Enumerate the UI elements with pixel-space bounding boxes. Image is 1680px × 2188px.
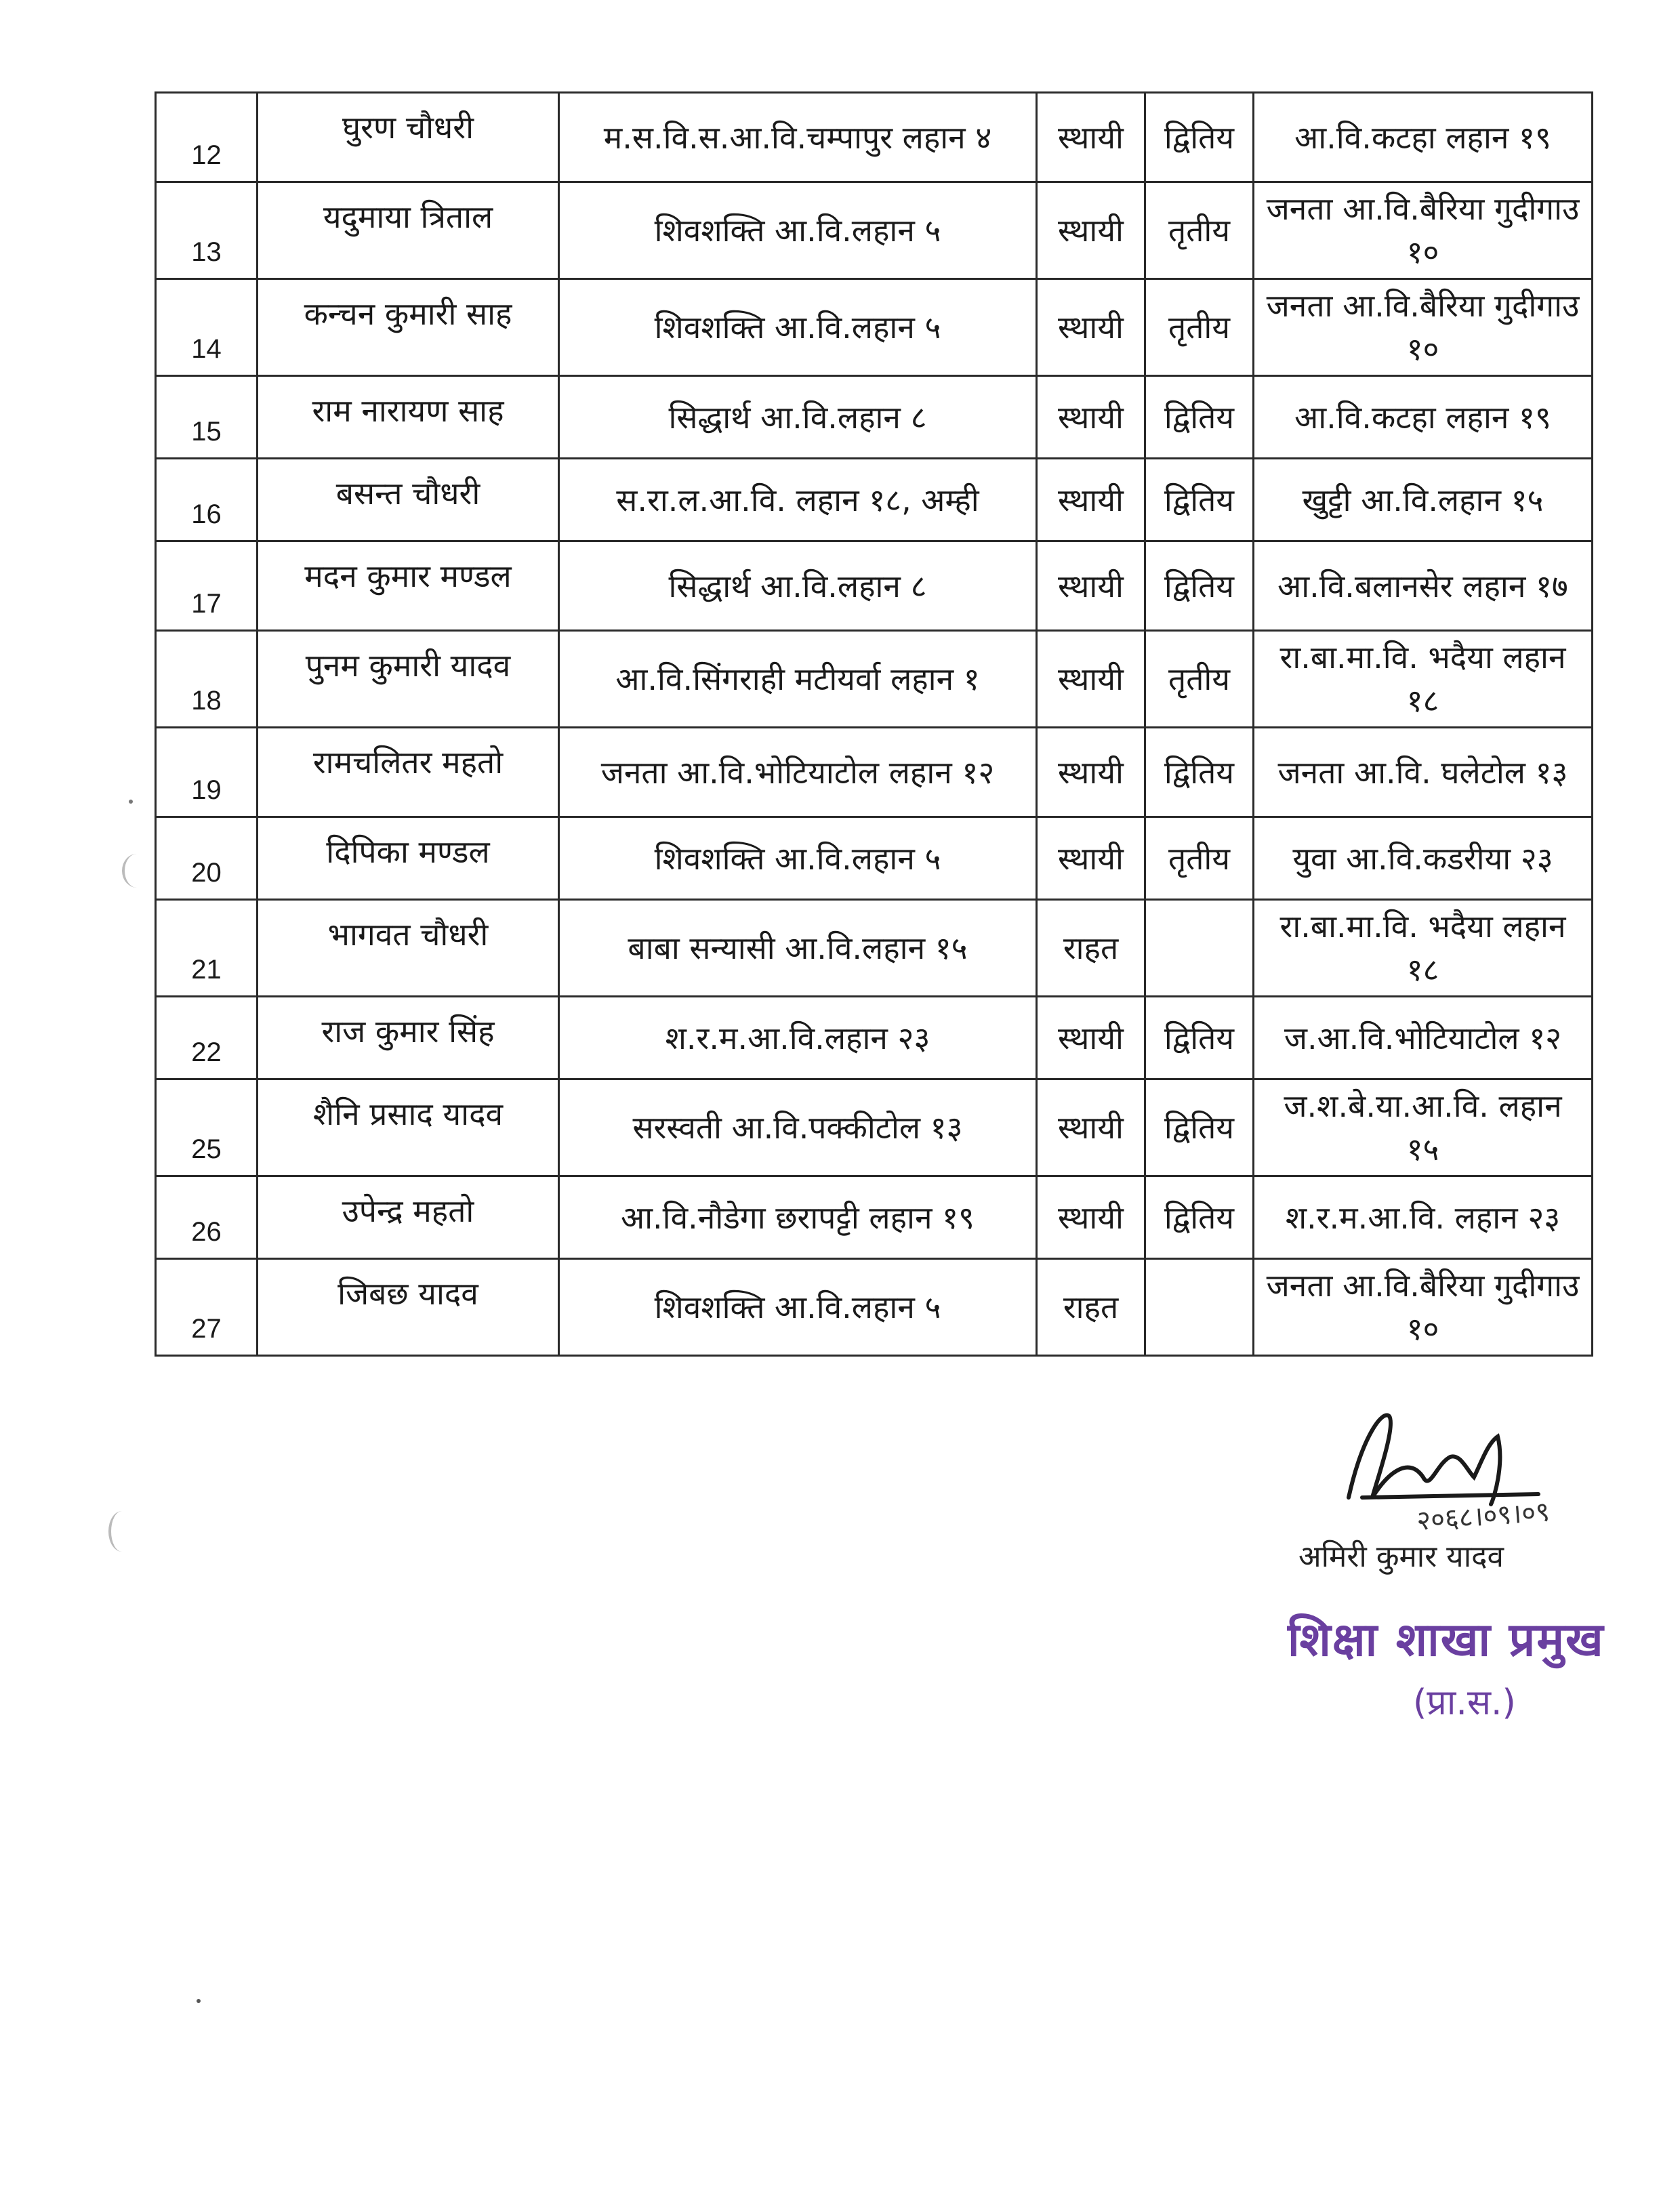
table-body xyxy=(156,93,1593,1356)
table-row xyxy=(156,728,1593,817)
scan-speck xyxy=(129,800,133,804)
grade-cell: द्वितिय xyxy=(1145,459,1254,541)
grade-cell xyxy=(1145,1259,1254,1356)
scan-speck xyxy=(197,1999,201,2003)
current-school-cell: जनता आ.वि.भोटियाटोल लहान १२ xyxy=(559,728,1037,817)
table-row xyxy=(156,817,1593,900)
transfer-school-cell: जनता आ.वि.बैरिया गुदीगाउ १० xyxy=(1254,1259,1593,1356)
teacher-name-cell: उपेन्द्र महतो xyxy=(258,1176,559,1259)
table-row xyxy=(156,1079,1593,1176)
serial-number-cell: 26 xyxy=(156,1176,258,1259)
serial-number-cell: 22 xyxy=(156,997,258,1079)
teacher-name-cell: यदुमाया त्रिताल xyxy=(258,182,559,279)
teacher-name-cell: रामचलितर महतो xyxy=(258,728,559,817)
grade-cell: द्वितिय xyxy=(1145,541,1254,631)
grade-cell: द्वितिय xyxy=(1145,997,1254,1079)
serial-number-cell: 17 xyxy=(156,541,258,631)
serial-number-cell: 13 xyxy=(156,182,258,279)
employment-status-cell: स्थायी xyxy=(1037,459,1145,541)
current-school-cell: सिद्धार्थ आ.वि.लहान ८ xyxy=(559,541,1037,631)
serial-number-cell: 21 xyxy=(156,900,258,997)
employment-status-cell: राहत xyxy=(1037,900,1145,997)
serial-number-cell: 18 xyxy=(156,631,258,728)
table-row xyxy=(156,1259,1593,1356)
transfer-school-cell: रा.बा.मा.वि. भदैया लहान १८ xyxy=(1254,631,1593,728)
transfer-school-cell: ज.श.बे.या.आ.वि. लहान १५ xyxy=(1254,1079,1593,1176)
transfer-school-cell: जनता आ.वि.बैरिया गुदीगाउ १० xyxy=(1254,182,1593,279)
teacher-name-cell: भागवत चौधरी xyxy=(258,900,559,997)
transfer-school-cell: जनता आ.वि. घलेटोल १३ xyxy=(1254,728,1593,817)
signatory-subtitle: (प्रा.स.) xyxy=(1413,1683,1516,1723)
teacher-name-cell: राज कुमार सिंह xyxy=(258,997,559,1079)
grade-cell: द्वितिय xyxy=(1145,1176,1254,1259)
employment-status-cell: स्थायी xyxy=(1037,1176,1145,1259)
current-school-cell: सरस्वती आ.वि.पक्कीटोल १३ xyxy=(559,1079,1037,1176)
current-school-cell: म.स.वि.स.आ.वि.चम्पापुर लहान ४ xyxy=(559,93,1037,182)
employment-status-cell: स्थायी xyxy=(1037,1079,1145,1176)
transfer-school-cell: ज.आ.वि.भोटियाटोल १२ xyxy=(1254,997,1593,1079)
employment-status-cell: स्थायी xyxy=(1037,93,1145,182)
signature-date: २०६८।०९।०९ xyxy=(1415,1496,1551,1537)
teacher-name-cell: बसन्त चौधरी xyxy=(258,459,559,541)
current-school-cell: स.रा.ल.आ.वि. लहान १८, अम्ही xyxy=(559,459,1037,541)
table-row xyxy=(156,997,1593,1079)
scan-speck xyxy=(122,854,152,888)
teacher-name-cell: घुरण चौधरी xyxy=(258,93,559,182)
employment-status-cell: स्थायी xyxy=(1037,541,1145,631)
transfer-school-cell: आ.वि.कटहा लहान १९ xyxy=(1254,93,1593,182)
current-school-cell: बाबा सन्यासी आ.वि.लहान १५ xyxy=(559,900,1037,997)
table-row xyxy=(156,376,1593,459)
employment-status-cell: स्थायी xyxy=(1037,182,1145,279)
grade-cell: तृतीय xyxy=(1145,279,1254,376)
signatory-name: अमिरी कुमार यादव xyxy=(1298,1540,1504,1574)
table-row xyxy=(156,1176,1593,1259)
current-school-cell: शिवशक्ति आ.वि.लहान ५ xyxy=(559,817,1037,900)
grade-cell: तृतीय xyxy=(1145,817,1254,900)
transfer-school-cell: आ.वि.कटहा लहान १९ xyxy=(1254,376,1593,459)
teacher-name-cell: शैनि प्रसाद यादव xyxy=(258,1079,559,1176)
teacher-name-cell: राम नारायण साह xyxy=(258,376,559,459)
grade-cell: तृतीय xyxy=(1145,631,1254,728)
transfer-school-cell: युवा आ.वि.कडरीया २३ xyxy=(1254,817,1593,900)
serial-number-cell: 15 xyxy=(156,376,258,459)
employment-status-cell: स्थायी xyxy=(1037,376,1145,459)
grade-cell: द्वितिय xyxy=(1145,1079,1254,1176)
grade-cell: द्वितिय xyxy=(1145,93,1254,182)
table-row xyxy=(156,459,1593,541)
serial-number-cell: 19 xyxy=(156,728,258,817)
transfer-school-cell: आ.वि.बलानसेर लहान १७ xyxy=(1254,541,1593,631)
grade-cell: तृतीय xyxy=(1145,182,1254,279)
grade-cell: द्वितिय xyxy=(1145,728,1254,817)
teacher-name-cell: पुनम कुमारी यादव xyxy=(258,631,559,728)
current-school-cell: सिद्धार्थ आ.वि.लहान ८ xyxy=(559,376,1037,459)
current-school-cell: आ.वि.सिंगराही मटीयर्वा लहान १ xyxy=(559,631,1037,728)
table-row xyxy=(156,900,1593,997)
teacher-transfer-table xyxy=(155,91,1593,1357)
serial-number-cell: 16 xyxy=(156,459,258,541)
serial-number-cell: 27 xyxy=(156,1259,258,1356)
transfer-school-cell: श.र.म.आ.वि. लहान २३ xyxy=(1254,1176,1593,1259)
serial-number-cell: 14 xyxy=(156,279,258,376)
teacher-name-cell: दिपिका मण्डल xyxy=(258,817,559,900)
table-row xyxy=(156,631,1593,728)
transfer-school-cell: जनता आ.वि.बैरिया गुदीगाउ १० xyxy=(1254,279,1593,376)
employment-status-cell: स्थायी xyxy=(1037,997,1145,1079)
signature-block xyxy=(1240,1396,1647,1723)
employment-status-cell: राहत xyxy=(1037,1259,1145,1356)
employment-status-cell: स्थायी xyxy=(1037,631,1145,728)
grade-cell xyxy=(1145,900,1254,997)
table-row xyxy=(156,541,1593,631)
serial-number-cell: 20 xyxy=(156,817,258,900)
table-row xyxy=(156,279,1593,376)
teacher-name-cell: मदन कुमार मण्डल xyxy=(258,541,559,631)
signatory-title: शिक्षा शाखा प्रमुख xyxy=(1288,1613,1605,1667)
grade-cell: द्वितिय xyxy=(1145,376,1254,459)
serial-number-cell: 12 xyxy=(156,93,258,182)
employment-status-cell: स्थायी xyxy=(1037,728,1145,817)
current-school-cell: श.र.म.आ.वि.लहान २३ xyxy=(559,997,1037,1079)
serial-number-cell: 25 xyxy=(156,1079,258,1176)
current-school-cell: शिवशक्ति आ.वि.लहान ५ xyxy=(559,182,1037,279)
current-school-cell: शिवशक्ति आ.वि.लहान ५ xyxy=(559,1259,1037,1356)
table-row xyxy=(156,182,1593,279)
teacher-name-cell: कन्चन कुमारी साह xyxy=(258,279,559,376)
current-school-cell: शिवशक्ति आ.वि.लहान ५ xyxy=(559,279,1037,376)
employment-status-cell: स्थायी xyxy=(1037,279,1145,376)
employment-status-cell: स्थायी xyxy=(1037,817,1145,900)
table-row xyxy=(156,93,1593,182)
current-school-cell: आ.वि.नौडेगा छरापट्टी लहान १९ xyxy=(559,1176,1037,1259)
transfer-school-cell: खुट्टी आ.वि.लहान १५ xyxy=(1254,459,1593,541)
transfer-school-cell: रा.बा.मा.वि. भदैया लहान १८ xyxy=(1254,900,1593,997)
scan-speck xyxy=(108,1511,136,1552)
teacher-name-cell: जिबछ यादव xyxy=(258,1259,559,1356)
